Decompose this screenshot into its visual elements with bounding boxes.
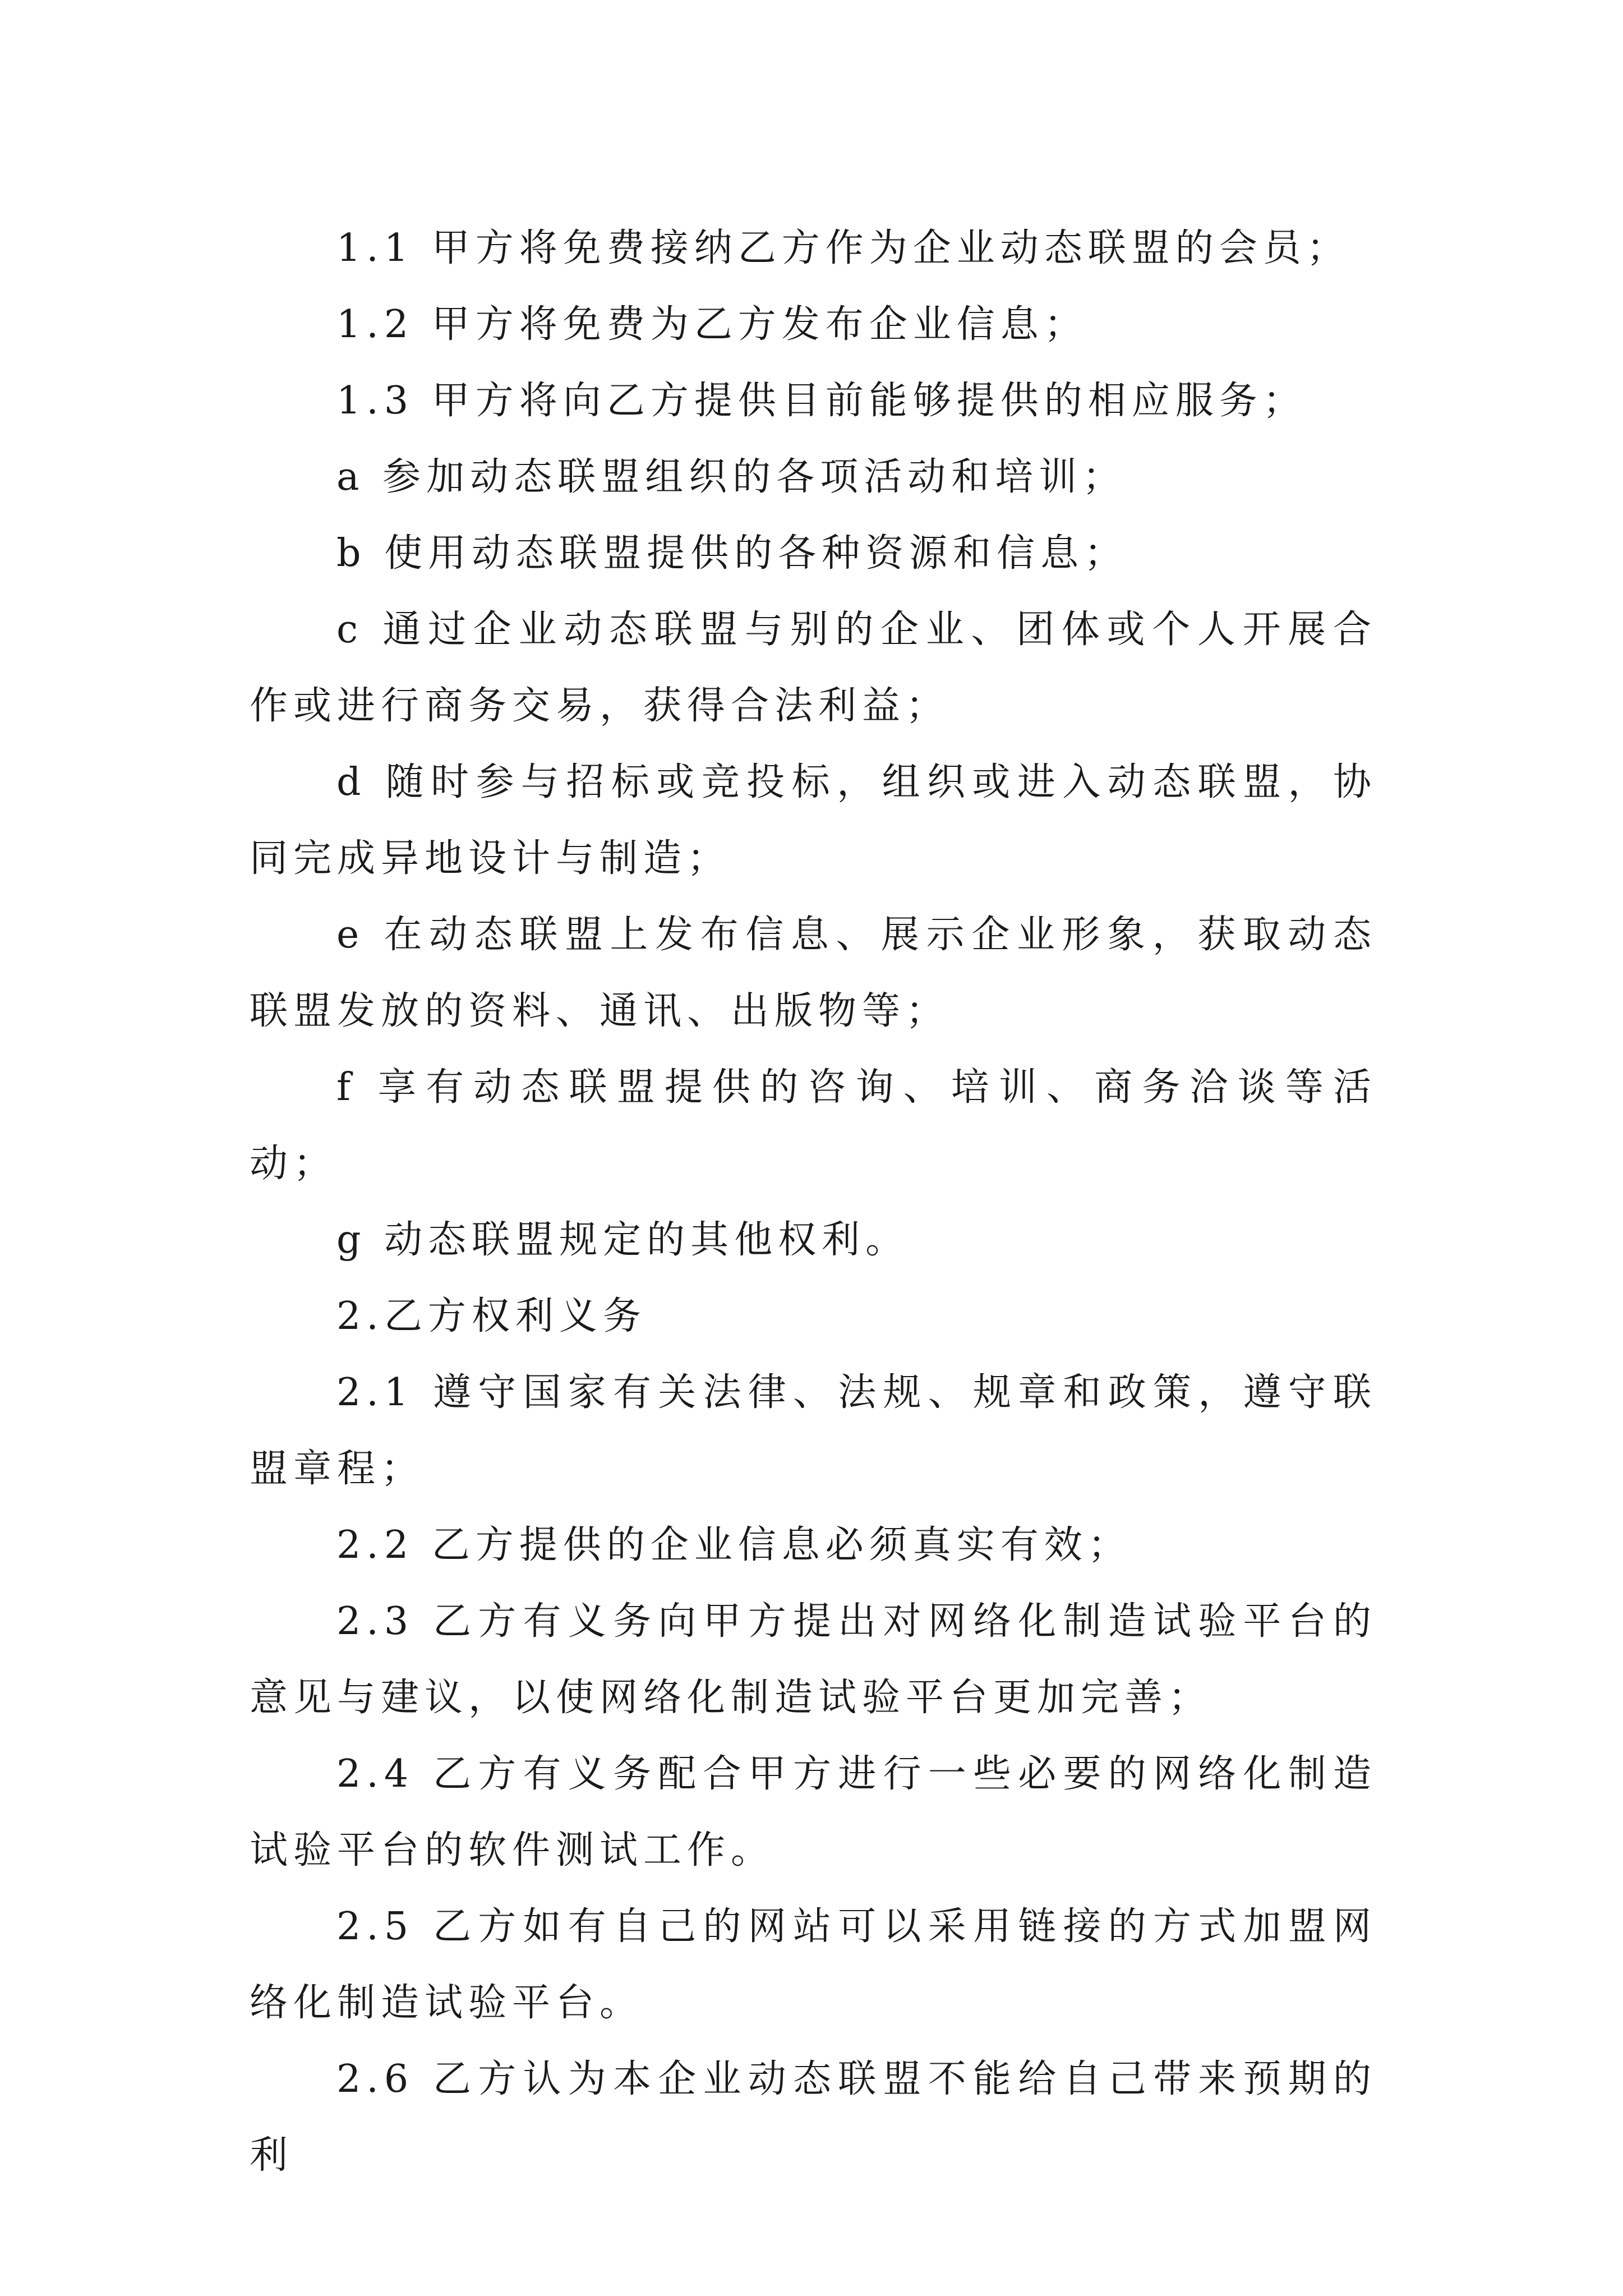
paragraph-2-2: 2.2 乙方提供的企业信息必须真实有效； bbox=[336, 1523, 1132, 1567]
paragraph-1-1: 1.1 甲方将免费接纳乙方作为企业动态联盟的会员； bbox=[336, 226, 1350, 270]
paragraph-item-f: f 享有动态联盟提供的咨询、培训、商务洽谈等活动； bbox=[250, 1065, 1377, 1186]
paragraph-2-4: 2.4 乙方有义务配合甲方进行一些必要的网络化制造试验平台的软件测试工作。 bbox=[250, 1752, 1377, 1872]
paragraph-2-6: 2.6 乙方认为本企业动态联盟不能给自己带来预期的利 bbox=[250, 2057, 1377, 2178]
paragraph-item-g: g 动态联盟规定的其他权利。 bbox=[336, 1218, 910, 1262]
paragraph-2-5: 2.5 乙方如有自己的网站可以采用链接的方式加盟网络化制造试验平台。 bbox=[250, 1904, 1377, 2025]
paragraph-item-b: b 使用动态联盟提供的各种资源和信息； bbox=[336, 531, 1128, 576]
document-body bbox=[250, 210, 1377, 2194]
paragraph-item-c: c 通过企业动态联盟与别的企业、团体或个人开展合作或进行商务交易，获得合法利益； bbox=[250, 608, 1377, 728]
paragraph-item-d: d 随时参与招标或竞投标，组织或进入动态联盟，协同完成异地设计与制造； bbox=[250, 760, 1377, 881]
paragraph-2-1: 2.1 遵守国家有关法律、法规、规章和政策，遵守联盟章程； bbox=[250, 1370, 1377, 1491]
section-heading-2: 2.乙方权利义务 bbox=[336, 1294, 647, 1338]
paragraph-item-a: a 参加动态联盟组织的各项活动和培训； bbox=[336, 455, 1127, 499]
paragraph-1-2: 1.2 甲方将免费为乙方发布企业信息； bbox=[336, 302, 1088, 347]
paragraph-2-3: 2.3 乙方有义务向甲方提出对网络化制造试验平台的意见与建议，以使网络化制造试验平台更加完善； bbox=[250, 1599, 1377, 1720]
paragraph-1-3: 1.3 甲方将向乙方提供目前能够提供的相应服务； bbox=[336, 379, 1307, 423]
paragraph-item-e: e 在动态联盟上发布信息、展示企业形象，获取动态联盟发放的资料、通讯、出版物等； bbox=[250, 913, 1377, 1033]
